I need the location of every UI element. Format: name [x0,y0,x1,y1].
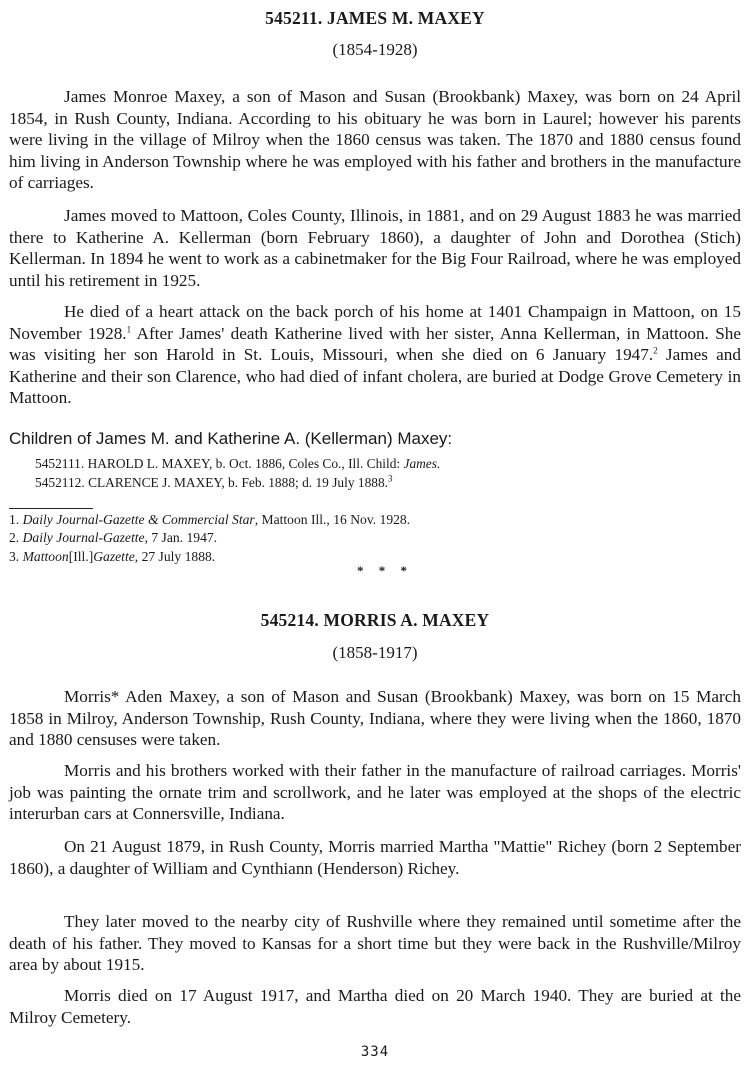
footnote-source: Gazette [93,549,135,564]
paragraph-morris-5: Morris died on 17 August 1917, and Martha died on 20 March 1940. They are buried at the Milroy Cemetery. [9,986,741,1027]
footnote-number: 1. [9,512,20,527]
footnote-ref-3: 3 [388,473,393,484]
footnote-2 [9,530,217,546]
footnote-detail: [Ill.] [68,549,94,564]
footnote-number: 3. [9,549,20,564]
section-heading-morris: 545214. MORRIS A. MAXEY [260,610,490,630]
section-dates-james: (1854-1928) [332,40,418,59]
child-entry-harold [35,456,440,472]
paragraph-text: He died of a heart attack on the back porch of his home at 1401 Champaign in Mattoon, on 15 November 1928. [9,302,741,343]
footnote-ref-2: 2 [653,345,658,356]
paragraph-james-2: James moved to Mattoon, Coles County, Illinois, in 1881, and on 29 August 1883 he was married there to Katherine A. Kellerman (born February 1860), a daughter of John and Dorothea (Stich) Kellerman. In 1894 he went to work as a cabinetmaker for the Big Four Railroad, where he was employed until his retirement in 1925. [9,206,741,290]
paragraph-text: James and Katherine and their son Clarence, who had died of infant cholera, are buried at Dodge Grove Cemetery in Mattoon. [9,345,741,408]
paragraph-morris-4: They later moved to the nearby city of Rushville where they remained until sometime after the death of his father. They moved to Kansas for a short time but they were back in the Rushville/Milroy area by about 1915. [9,912,741,975]
footnote-source: Daily Journal-Gazette [22,530,145,545]
footnote-source: Mattoon [22,549,69,564]
paragraph-james-1: James Monroe Maxey, a son of Mason and Susan (Brookbank) Maxey, was born on 24 April 1854, in Rush County, Indiana. According to his obituary he was born in Laurel; however his parents were living in the village of Milroy when the 1860 census was taken. The 1870 and 1880 census found him living in Anderson Township where he was employed with his father and brothers in the manufacture of carriages. [9,87,741,193]
child-name-italic: James. [403,456,441,471]
section-separator: * * * [357,563,413,578]
footnote-detail: , 7 Jan. 1947. [144,530,218,545]
paragraph-morris-1: Morris* Aden Maxey, a son of Mason and Susan (Brookbank) Maxey, was born on 15 March 1858 in Milroy, Anderson Township, Rush County, Indiana, where they were living when the 1860, 1870 and 1880 censuses were taken. [9,687,741,750]
paragraph-text: After James' death Katherine lived with her sister, Anna Kellerman, in Mattoon. She was visiting her son Harold in St. Louis, Missouri, when she died on 6 January 1947. [9,323,742,365]
paragraph-morris-3: On 21 August 1879, in Rush County, Morris married Martha "Mattie" Richey (born 2 September 1860), a daughter of William and Cynthiann (Henderson) Richey. [9,837,741,878]
child-entry-clarence [35,475,393,491]
children-title: Children of James M. and Katherine A. (Kellerman) Maxey: [9,429,453,448]
footnote-detail: , 27 July 1888. [134,549,216,564]
paragraph-morris-2: Morris and his brothers worked with their father in the manufacture of railroad carriages. Morris' job was painting the ornate trim and scrollwork, and he later was employed at the shops of the electric interurban cars at Connersville, Indiana. [9,761,741,824]
footnote-rule [9,508,93,509]
paragraph-james-3 [9,301,741,409]
footnote-detail: , Mattoon Ill., 16 Nov. 1928. [254,512,411,527]
section-heading-james: 545211. JAMES M. MAXEY [265,8,485,28]
child-text: 5452111. HAROLD L. MAXEY, b. Oct. 1886, Coles Co., Ill. Child: [35,456,404,471]
footnote-number: 2. [9,530,20,545]
footnote-source: Daily Journal-Gazette & Commercial Star [22,512,255,527]
section-dates-morris: (1858-1917) [332,643,418,662]
child-text: 5452112. CLARENCE J. MAXEY, b. Feb. 1888; d. 19 July 1888. [35,475,389,490]
page-number: 334 [360,1044,390,1060]
footnote-ref-1: 1 [126,323,132,334]
footnote-1 [9,512,410,528]
